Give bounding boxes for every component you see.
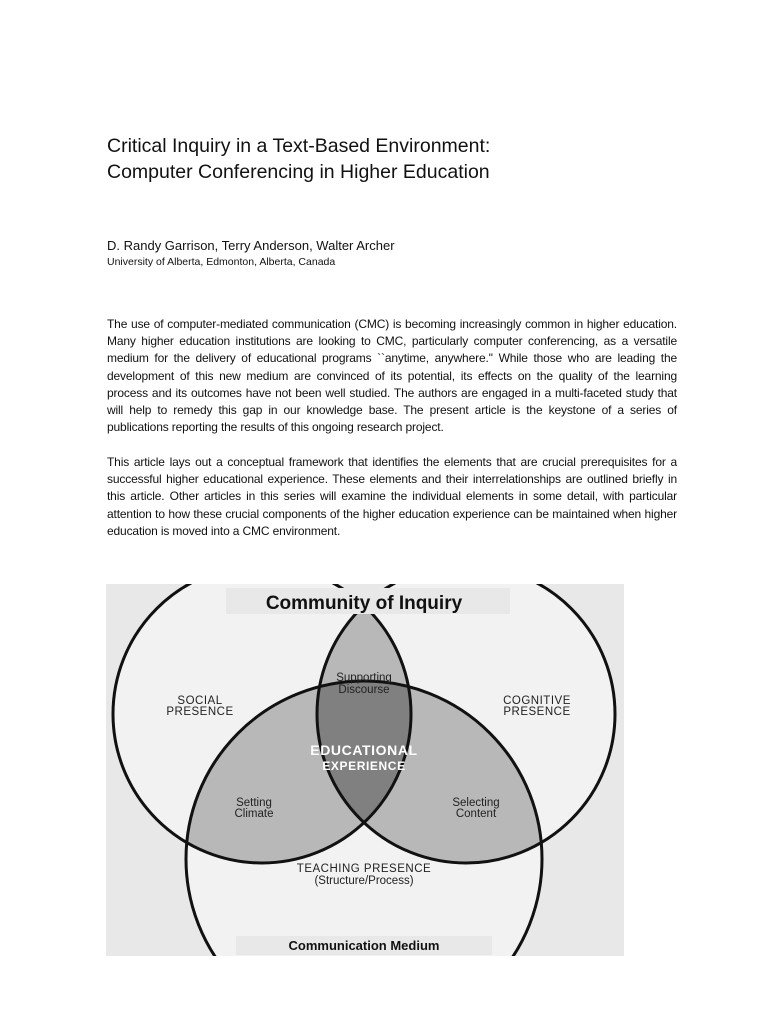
teaching-presence-line-1: TEACHING PRESENCE <box>296 863 432 875</box>
authors: D. Randy Garrison, Terry Anderson, Walter Archer <box>107 238 395 253</box>
title-line-1: Critical Inquiry in a Text-Based Environment: <box>107 135 491 157</box>
supporting-discourse-line-2: Discourse <box>338 684 390 696</box>
title-line-2: Computer Conferencing in Higher Education <box>107 161 490 183</box>
setting-climate-line-1: Setting <box>236 797 272 809</box>
figure-title: Community of Inquiry <box>265 593 463 614</box>
teaching-presence-line-2: (Structure/Process) <box>314 875 414 887</box>
educational-experience-line-2: EXPERIENCE <box>322 759 406 773</box>
abstract-paragraph-2: This article lays out a conceptual framework that identifies the elements that are crucial prerequisites for a successful higher educational experience. These elements and their interrelationships are outlined briefly in this article. Other articles in this series will examine the individual elements in some detail, with particular attention to how these crucial components of the higher education experience can be maintained when higher education is moved into a CMC environment. <box>107 455 677 538</box>
cognitive-presence-line-1: COGNITIVE <box>503 695 571 707</box>
social-presence-line-1: SOCIAL <box>177 695 223 707</box>
venn-diagram <box>106 584 624 956</box>
selecting-content-line-2: Content <box>455 808 497 820</box>
cognitive-presence-line-2: PRESENCE <box>503 706 571 718</box>
affiliation: University of Alberta, Edmonton, Alberta, Canada <box>107 256 336 268</box>
abstract-paragraph-1: The use of computer-mediated communication (CMC) is becoming increasingly common in higher education. Many higher education institutions are looking to CMC, particularly computer conferencing, as a versatile medium for the delivery of educational programs ``anytime, anywhere.'' While those who are leading the development of this new medium are convinced of its potential, its effects on the quality of the learning process and its outcomes have not been well studied. The authors are engaged in a multi-faceted study that will help to remedy this gap in our knowledge base. The present article is the keystone of a series of publications reporting the results of this ongoing research project. <box>107 317 677 435</box>
article-title <box>107 133 667 185</box>
setting-climate-line-2: Climate <box>234 808 274 820</box>
community-of-inquiry-figure <box>106 584 624 956</box>
educational-experience-line-1: EDUCATIONAL <box>310 742 418 758</box>
selecting-content-line-1: Selecting <box>452 797 500 809</box>
communication-medium-label: Communication Medium <box>288 938 440 953</box>
social-presence-line-2: PRESENCE <box>166 706 234 718</box>
supporting-discourse-line-1: Supporting <box>336 672 392 684</box>
